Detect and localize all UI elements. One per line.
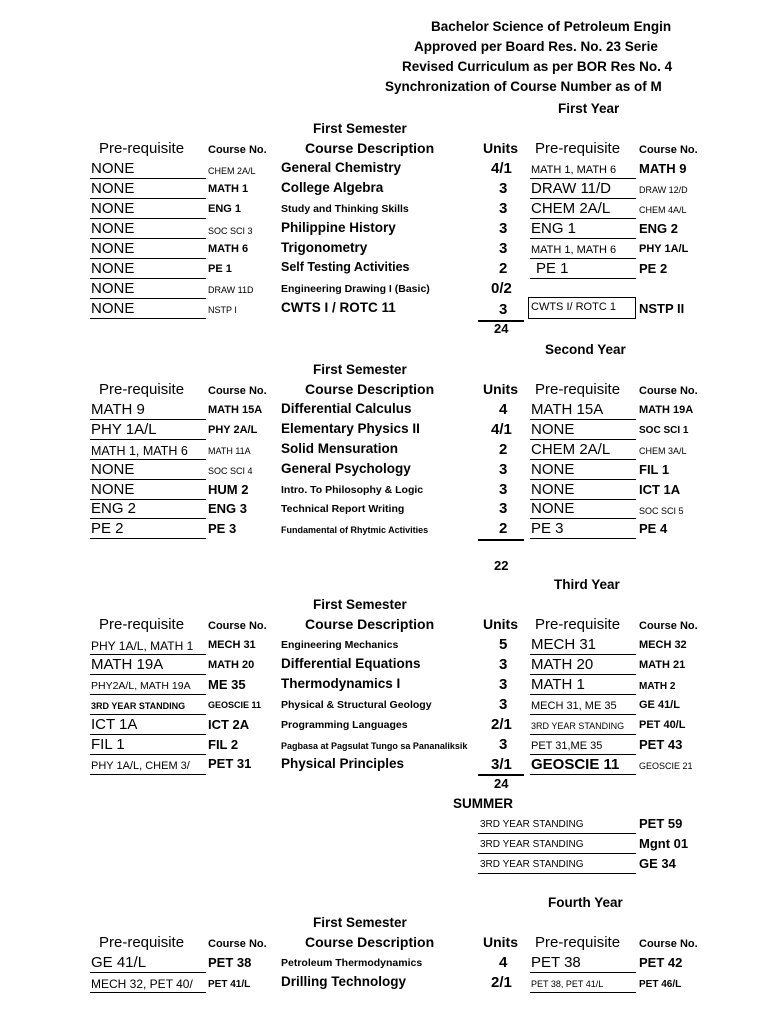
year-title-second: Second Year [545, 342, 626, 357]
y1-r3-cno2: CHEM 4A/L [639, 205, 687, 215]
col-header-prerequisite: Pre-requisite [99, 140, 185, 157]
y1-r6-pre: NONE [91, 260, 135, 277]
underline [90, 419, 206, 420]
header-line-1: Bachelor Science of Petroleum Engin [431, 19, 672, 34]
y3-r7-units: 3/1 [491, 756, 512, 773]
y2-r5-pre2: NONE [531, 481, 575, 498]
y2-r6-pre2: NONE [531, 500, 575, 517]
underline [530, 178, 636, 179]
y2-r7-cno: PE 3 [208, 521, 237, 536]
y1-r4-units: 3 [499, 220, 508, 237]
y2-r4-pre2: NONE [531, 461, 575, 478]
y2-r5-cno: HUM 2 [208, 482, 249, 497]
col-header-course-no: Course No. [208, 385, 267, 397]
y1-r6-pre2: PE 1 [536, 260, 569, 277]
y3-r1-cno2: MECH 32 [639, 639, 687, 651]
y3-r7-cno: PET 31 [208, 756, 252, 771]
y2-r4-cno: SOC SCI 4 [208, 466, 253, 476]
underline [530, 479, 636, 480]
underline [478, 873, 636, 874]
col-header-prerequisite-2: Pre-requisite [535, 381, 621, 398]
underline [90, 178, 206, 179]
y1-r3-pre: NONE [91, 200, 135, 217]
y2-r4-pre: NONE [91, 461, 135, 478]
col-header-description: Course Description [305, 381, 435, 397]
y3-r3-pre2: MATH 1 [531, 676, 585, 693]
y3-r2-cno2: MATH 21 [639, 659, 686, 671]
y4-r2-desc: Drilling Technology [281, 974, 407, 989]
y3-r2-pre2: MATH 20 [531, 656, 594, 673]
y1-r2-pre: NONE [91, 180, 135, 197]
y3-r2-pre: MATH 19A [91, 656, 164, 673]
underline [530, 734, 636, 735]
y1-r2-units: 3 [499, 180, 508, 197]
y2-r5-units: 3 [499, 481, 508, 498]
y1-r4-pre2: ENG 1 [531, 220, 577, 237]
y1-r8-units: 3 [499, 301, 508, 318]
underline [530, 694, 636, 695]
y4-r2-cno: PET 41/L [208, 979, 251, 990]
summer-r3-pre: 3RD YEAR STANDING [480, 859, 584, 870]
header-line-4: Synchronization of Course Number as of M [385, 79, 662, 94]
y3-r6-desc: Pagbasa at Pagsulat Tungo sa Pananaliksik [281, 741, 468, 751]
underline [90, 538, 206, 539]
y1-r2-desc: College Algebra [281, 180, 384, 195]
underline [90, 238, 206, 239]
y1-r2-cno2: DRAW 12/D [639, 185, 688, 195]
y1-r1-desc: General Chemistry [281, 160, 402, 175]
y1-r7-pre: NONE [91, 280, 135, 297]
underline [90, 318, 206, 319]
y2-r2-units: 4/1 [491, 421, 512, 438]
summer-r2-cno: Mgnt 01 [639, 836, 689, 851]
y1-r3-desc: Study and Thinking Skills [281, 203, 409, 215]
summer-r3-cno: GE 34 [639, 856, 676, 871]
underline [530, 714, 636, 715]
y4-r1-cno: PET 38 [208, 955, 252, 970]
col-header-course-no-2: Course No. [639, 620, 698, 632]
y1-r5-pre: NONE [91, 240, 135, 257]
y2-r1-pre: MATH 9 [91, 401, 145, 418]
y3-r5-pre2: 3RD YEAR STANDING [531, 721, 625, 731]
y4-r2-pre: MECH 32, PET 40/ [91, 977, 193, 991]
col-header-prerequisite: Pre-requisite [99, 616, 185, 633]
col-header-prerequisite-2: Pre-requisite [535, 140, 621, 157]
y1-r5-desc: Trigonometry [281, 240, 368, 255]
y3-r5-units: 2/1 [491, 716, 512, 733]
y1-r8-pre: NONE [91, 300, 135, 317]
y2-r3-pre2: CHEM 2A/L [531, 441, 611, 458]
y3-r7-desc: Physical Principles [281, 756, 405, 771]
y3-r4-pre: 3RD YEAR STANDING [91, 701, 186, 711]
y1-r6-cno: PE 1 [208, 263, 232, 275]
underline [90, 278, 206, 279]
y2-r4-units: 3 [499, 461, 508, 478]
y2-r1-desc: Differential Calculus [281, 401, 412, 416]
y2-r2-pre2: NONE [531, 421, 575, 438]
y2-r6-cno: ENG 3 [208, 501, 248, 516]
y1-r5-pre2: MATH 1, MATH 6 [531, 244, 617, 256]
summer-r2-pre: 3RD YEAR STANDING [480, 839, 584, 850]
y2-r6-pre: ENG 2 [91, 500, 137, 517]
y2-r3-desc: Solid Mensuration [281, 441, 399, 456]
underline [90, 734, 206, 735]
semester-title: First Semester [313, 121, 407, 136]
underline [90, 439, 206, 440]
underline [90, 654, 206, 655]
y3-r7-pre2: GEOSCIE 11 [531, 756, 620, 773]
underline [90, 218, 206, 219]
underline [90, 714, 206, 715]
col-header-course-no-2: Course No. [639, 144, 698, 156]
y2-r5-desc: Intro. To Philosophy & Logic [281, 484, 424, 496]
col-header-prerequisite: Pre-requisite [99, 381, 185, 398]
y3-r6-pre2: PET 31,ME 35 [531, 740, 603, 752]
underline [478, 853, 636, 854]
y2-r2-cno: PHY 2A/L [208, 424, 258, 436]
semester-title: First Semester [313, 915, 407, 930]
y1-r1-cno2: MATH 9 [639, 161, 687, 176]
y1-r7-units: 0/2 [491, 280, 512, 297]
y1-r1-pre: NONE [91, 160, 135, 177]
y3-r3-desc: Thermodynamics I [281, 676, 401, 691]
y3-r3-cno: ME 35 [208, 677, 246, 692]
col-header-course-no: Course No. [208, 144, 267, 156]
underline [90, 992, 206, 993]
y2-r4-desc: General Psychology [281, 461, 411, 476]
y3-r4-cno2: GE 41/L [639, 699, 680, 711]
y4-r1-units: 4 [499, 954, 508, 971]
underline [530, 419, 636, 420]
y1-r4-pre: NONE [91, 220, 135, 237]
y1-r8-desc: CWTS I / ROTC 11 [281, 300, 396, 315]
y1-r1-units: 4/1 [491, 160, 512, 177]
underline [530, 992, 636, 993]
y3-r4-pre2: MECH 31, ME 35 [531, 700, 617, 712]
y3-r5-cno: ICT 2A [208, 717, 250, 732]
header-line-3: Revised Curriculum as per BOR Res No. 4 [402, 59, 673, 74]
y2-r3-pre: MATH 1, MATH 6 [91, 444, 188, 458]
year-title-first: First Year [558, 101, 620, 116]
y1-total: 24 [494, 321, 509, 336]
col-header-units: Units [483, 381, 518, 397]
y2-r4-cno2: FIL 1 [639, 462, 670, 477]
y1-r4-cno: SOC SCI 3 [208, 226, 253, 236]
y3-r2-units: 3 [499, 656, 508, 673]
underline [530, 654, 636, 655]
y1-r7-desc: Engineering Drawing I (Basic) [281, 283, 430, 295]
underline [90, 198, 206, 199]
y1-r7-cno: DRAW 11D [208, 285, 254, 295]
col-header-units: Units [483, 934, 518, 950]
y4-r2-units: 2/1 [491, 974, 512, 991]
y1-r6-desc: Self Testing Activities [281, 260, 410, 274]
semester-title: First Semester [313, 362, 407, 377]
underline [530, 972, 636, 973]
summer-title: SUMMER [453, 796, 513, 811]
y1-r2-cno: MATH 1 [208, 183, 249, 195]
y3-total: 24 [494, 776, 509, 791]
underline [530, 518, 636, 519]
underline [530, 774, 636, 775]
y4-r1-pre2: PET 38 [531, 954, 581, 971]
y4-r2-cno2: PET 46/L [639, 979, 682, 990]
underline [90, 972, 206, 973]
y2-r2-desc: Elementary Physics II [281, 421, 420, 436]
y4-r1-cno2: PET 42 [639, 955, 683, 970]
summer-r1-pre: 3RD YEAR STANDING [480, 819, 584, 830]
underline [530, 459, 636, 460]
y1-r2-pre2: DRAW 11/D [531, 180, 612, 197]
underline [90, 298, 206, 299]
col-header-units: Units [483, 616, 518, 632]
col-header-course-no-2: Course No. [639, 938, 698, 950]
y2-r6-cno2: SOC SCI 5 [639, 506, 684, 516]
year-title-fourth: Fourth Year [548, 895, 623, 910]
y4-r1-pre: GE 41/L [91, 954, 147, 971]
y3-r4-cno: GEOSCIE 11 [208, 700, 262, 710]
y2-r7-desc: Fundamental of Rhytmic Activities [281, 525, 429, 535]
underline [530, 754, 636, 755]
underline [90, 754, 206, 755]
semester-title: First Semester [313, 597, 407, 612]
underline [90, 258, 206, 259]
y3-r1-cno: MECH 31 [208, 639, 256, 651]
y3-r7-pre: PHY 1A/L, CHEM 3/ [91, 760, 190, 772]
y2-r7-pre: PE 2 [91, 520, 124, 537]
y3-r6-pre: FIL 1 [91, 736, 125, 753]
y1-r1-pre2: MATH 1, MATH 6 [531, 164, 617, 176]
col-header-course-no-2: Course No. [639, 385, 698, 397]
y3-r5-cno2: PET 40/L [639, 719, 686, 731]
y1-r3-pre2: CHEM 2A/L [531, 200, 611, 217]
y1-r8-cno: NSTP I [208, 305, 237, 315]
y2-r1-units: 4 [499, 401, 508, 418]
underline [90, 479, 206, 480]
y2-r5-pre: NONE [91, 481, 135, 498]
col-header-prerequisite-2: Pre-requisite [535, 616, 621, 633]
underline [90, 694, 206, 695]
y2-r1-cno: MATH 15A [208, 404, 263, 416]
underline [530, 538, 636, 539]
y1-r4-cno2: ENG 2 [639, 221, 679, 236]
header-line-2: Approved per Board Res. No. 23 Serie [414, 39, 658, 54]
y2-r3-cno2: CHEM 3A/L [639, 446, 687, 456]
y3-r1-units: 5 [499, 636, 508, 653]
summer-r1-cno: PET 59 [639, 816, 683, 831]
col-header-description: Course Description [305, 616, 435, 632]
y1-r8-cno2: NSTP II [639, 301, 685, 316]
col-header-description: Course Description [305, 934, 435, 950]
y2-r7-cno2: PE 4 [639, 521, 668, 536]
y2-r2-pre: PHY 1A/L [91, 421, 157, 438]
y3-r5-desc: Programming Languages [281, 719, 408, 731]
y2-r7-pre2: PE 3 [531, 520, 564, 537]
col-header-prerequisite-2: Pre-requisite [535, 934, 621, 951]
y2-r5-cno2: ICT 1A [639, 482, 681, 497]
y2-r6-desc: Technical Report Writing [281, 503, 405, 515]
y3-r5-pre: ICT 1A [91, 716, 138, 733]
underline [530, 218, 636, 219]
y3-r1-pre2: MECH 31 [531, 636, 597, 653]
col-header-units: Units [483, 140, 518, 156]
y3-r2-cno: MATH 20 [208, 659, 255, 671]
y4-r2-pre2: PET 38, PET 41/L [531, 979, 604, 989]
y3-r3-cno2: MATH 2 [639, 681, 676, 692]
underline [530, 198, 636, 199]
y2-r3-cno: MATH 11A [208, 446, 251, 456]
y3-r7-cno2: GEOSCIE 21 [639, 761, 693, 771]
y3-r6-cno: FIL 2 [208, 737, 239, 752]
underline [90, 674, 206, 675]
y3-r1-desc: Engineering Mechanics [281, 639, 399, 651]
y1-r4-desc: Philippine History [281, 220, 396, 235]
underline [478, 833, 636, 834]
underline [90, 774, 206, 775]
y1-r5-cno: MATH 6 [208, 243, 249, 255]
col-header-course-no: Course No. [208, 938, 267, 950]
col-header-prerequisite: Pre-requisite [99, 934, 185, 951]
y1-r3-units: 3 [499, 200, 508, 217]
underline [90, 518, 206, 519]
underline [530, 258, 636, 259]
y1-r5-cno2: PHY 1A/L [639, 243, 689, 255]
col-header-course-no: Course No. [208, 620, 267, 632]
y3-r6-cno2: PET 43 [639, 737, 683, 752]
y3-r2-desc: Differential Equations [281, 656, 421, 671]
y1-r3-cno: ENG 1 [208, 203, 242, 215]
y3-r3-pre: PHY2A/L, MATH 19A [91, 680, 191, 692]
y1-r8-pre2: CWTS I/ ROTC 1 [531, 301, 616, 313]
total-rule [478, 539, 524, 541]
y1-r5-units: 3 [499, 240, 508, 257]
y3-r1-pre: PHY 1A/L, MATH 1 [91, 639, 194, 653]
y1-r1-cno: CHEM 2A/L [208, 166, 256, 176]
underline [530, 238, 636, 239]
y2-r3-units: 2 [499, 441, 508, 458]
y3-r3-units: 3 [499, 676, 508, 693]
y2-r1-cno2: MATH 19A [639, 404, 694, 416]
y1-r6-cno2: PE 2 [639, 261, 668, 276]
underline [530, 278, 636, 279]
year-title-third: Third Year [554, 577, 620, 592]
y2-r6-units: 3 [499, 500, 508, 517]
y2-r1-pre2: MATH 15A [531, 401, 604, 418]
underline [530, 439, 636, 440]
y3-r4-units: 3 [499, 696, 508, 713]
y2-total: 22 [494, 558, 509, 573]
y3-r4-desc: Physical & Structural Geology [281, 699, 432, 711]
underline [90, 459, 206, 460]
y4-r1-desc: Petroleum Thermodynamics [281, 957, 423, 969]
y2-r7-units: 2 [499, 520, 508, 537]
y2-r2-cno2: SOC SCI 1 [639, 425, 689, 436]
y1-r6-units: 2 [499, 260, 508, 277]
y3-r6-units: 3 [499, 736, 508, 753]
underline [530, 674, 636, 675]
col-header-description: Course Description [305, 140, 435, 156]
